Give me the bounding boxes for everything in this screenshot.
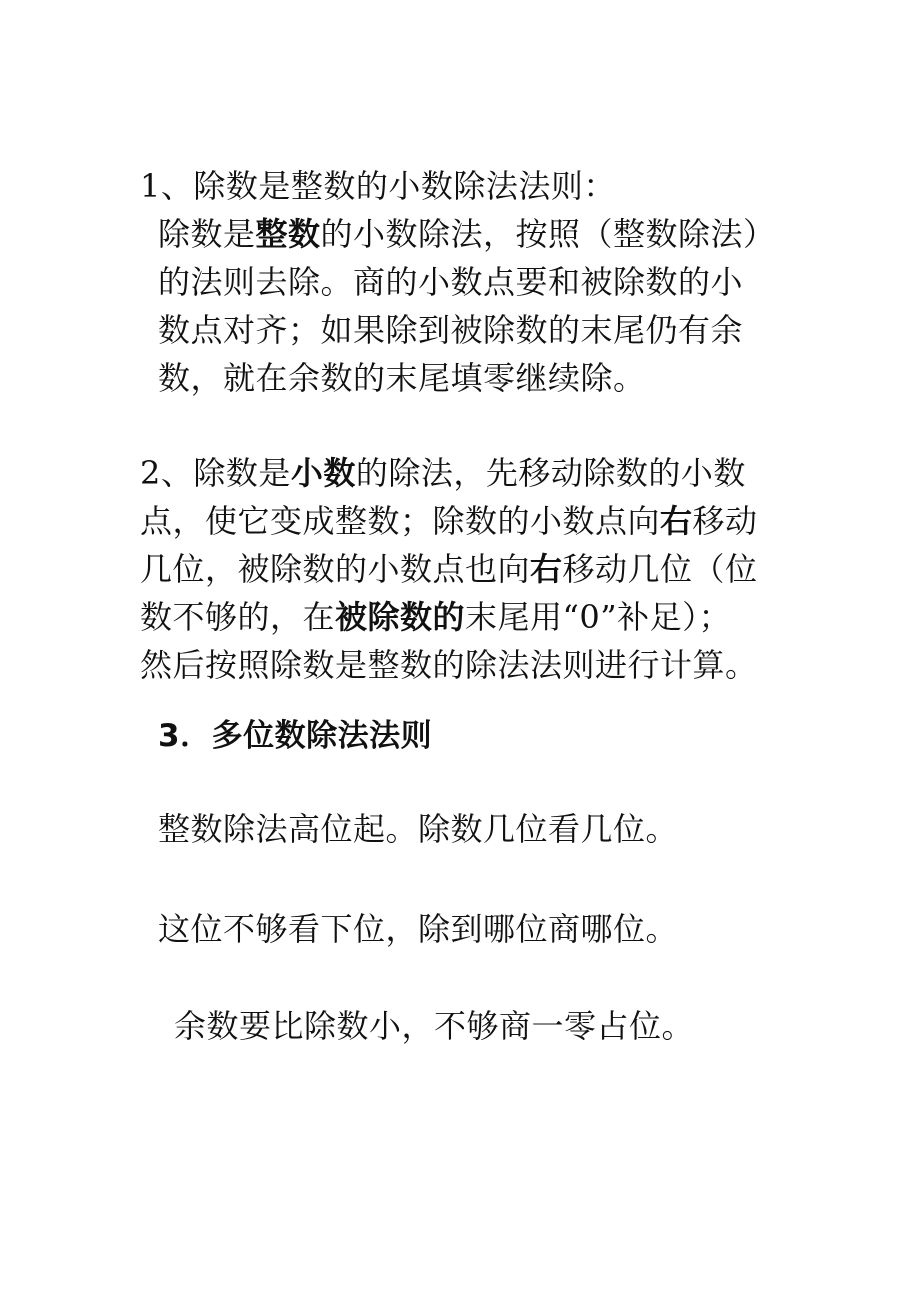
text-span: 除数是 <box>158 215 256 253</box>
text-span: 2、除数是 <box>140 454 291 492</box>
emphasis-text: 整数 <box>255 215 321 253</box>
section2-line-1 <box>140 450 746 496</box>
section3-title: 3．多位数除法法则 <box>158 718 433 754</box>
text-span: 点，使它变成整数；除数的小数点向 <box>140 502 661 540</box>
emphasis-text: 小数 <box>290 454 356 492</box>
section3-line-1: 整数除法高位起。除数几位看几位。 <box>158 810 679 848</box>
text-span: 的小数除法，按照（整数除法） <box>320 215 776 253</box>
emphasis-text: 右 <box>530 550 563 588</box>
section1-line-2: 的法则去除。商的小数点要和被除数的小 <box>158 263 744 301</box>
section3-line-2: 这位不够看下位，除到哪位商哪位。 <box>158 910 679 948</box>
section1-title: 1、除数是整数的小数除法法则： <box>140 167 616 205</box>
emphasis-text: 右 <box>660 502 693 540</box>
emphasis-text: 被除数的 <box>335 598 466 636</box>
section1-line-4: 数，就在余数的末尾填零继续除。 <box>158 359 646 397</box>
section1-line-3: 数点对齐；如果除到被除数的末尾仍有余 <box>158 311 744 349</box>
section2-line-5: 然后按照除数是整数的除法法则进行计算。 <box>140 646 758 684</box>
text-span: 数不够的，在 <box>140 598 336 636</box>
section2-line-2 <box>140 498 758 544</box>
section3-line-3: 余数要比除数小，不够商一零占位。 <box>174 1007 695 1045</box>
section2-line-3 <box>140 546 758 592</box>
text-span: 移动 <box>692 502 758 540</box>
section2-line-4 <box>140 594 731 640</box>
text-span: 移动几位（位 <box>562 550 758 588</box>
section1-line-1 <box>158 211 776 257</box>
text-span: 的除法，先移动除数的小数 <box>355 454 746 492</box>
text-span: 几位，被除数的小数点也向 <box>140 550 531 588</box>
text-span: 末尾用“0”补足）； <box>465 598 732 636</box>
